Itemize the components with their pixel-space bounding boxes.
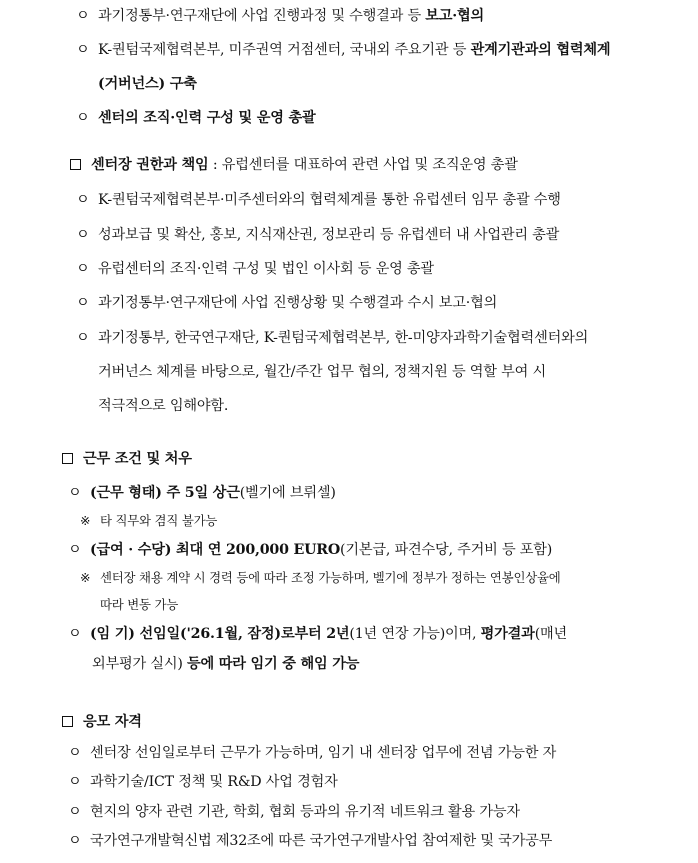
line-text: 유럽센터의 조직·인력 구성 및 법인 이사회 등 운영 총괄	[98, 261, 434, 277]
line-authority-2	[76, 225, 559, 245]
note-salary-adjust	[80, 569, 561, 587]
line-text: (벨기에 브뤼셀)	[239, 485, 336, 501]
line-text: 외부평가 실시)	[92, 656, 187, 672]
line-text: 거버넌스 체계를 바탕으로, 월간/주간 업무 협의, 정책지원 등 역할 부여 시	[98, 364, 546, 380]
section-heading-qualifications	[62, 712, 142, 732]
line-text: 적극적으로 임해야함.	[98, 398, 229, 414]
line-authority-3	[76, 259, 434, 279]
line-text: 성과보급 및 확산, 홍보, 지식재산권, 정보관리 등 유럽센터 내 사업관리 총괄	[98, 227, 560, 243]
bullet: ㅇ	[68, 833, 82, 849]
line-term	[68, 624, 567, 644]
line-authority-4	[76, 293, 497, 313]
line-qualification-2	[68, 772, 338, 792]
note-text: 센터장 채용 계약 시 경력 등에 따라 조정 가능하며, 벨기에 정부가 정하는 연봉인상율에	[100, 570, 561, 585]
bullet: ㅇ	[76, 8, 90, 24]
line-text: 과기정통부·연구재단에 사업 진행과정 및 수행결과 등	[98, 8, 426, 24]
line-text: 센터장 선임일로부터 근무가 가능하며, 임기 내 센터장 업무에 전념 가능한 자	[90, 745, 557, 761]
bullet: ㅇ	[76, 192, 90, 208]
bullet: ㅇ	[68, 542, 82, 558]
line-bold-text: (임 기) 선임일('26.1월, 잠정)로부터 2년	[90, 626, 350, 642]
line-text: 국가연구개발혁신법 제32조에 따른 국가연구개발사업 참여제한 및 국가공무	[90, 833, 553, 849]
bullet: ㅇ	[76, 227, 90, 243]
line-report-consult	[76, 6, 484, 26]
note-text: 타 직무와 겸직 불가능	[100, 513, 218, 528]
line-authority-5-cont	[98, 362, 546, 382]
line-text: (1년 연장 가능)이며,	[349, 626, 481, 642]
note-text: 따라 변동 가능	[100, 597, 179, 612]
section-heading-conditions	[62, 449, 192, 469]
line-text: 과기정통부·연구재단에 사업 진행상황 및 수행결과 수시 보고·협의	[98, 295, 498, 311]
line-qualification-1	[68, 743, 556, 763]
checkbox-square-icon	[62, 453, 73, 464]
line-bold-text: (근무 형태) 주 5일 상근	[90, 485, 240, 501]
line-authority-5-cont2	[98, 396, 228, 416]
section-heading-authority	[70, 155, 518, 175]
bullet: ㅇ	[68, 774, 82, 790]
bullet: ㅇ	[76, 110, 90, 126]
heading-text: : 유럽센터를 대표하여 관련 사업 및 조직운영 총괄	[208, 157, 518, 173]
line-org-management	[76, 108, 316, 128]
line-bold-text: 등에 따라 임기 중 해임 가능	[187, 656, 360, 672]
checkbox-square-icon	[70, 159, 81, 170]
reference-mark: ※	[80, 570, 91, 585]
bullet: ㅇ	[76, 330, 90, 346]
bullet: ㅇ	[68, 804, 82, 820]
line-text: K-퀀텀국제협력본부·미주센터와의 협력체계를 통한 유럽센터 임무 총괄 수행	[98, 192, 561, 208]
line-term-cont	[92, 654, 359, 674]
bullet: ㅇ	[68, 745, 82, 761]
line-text: (매년	[534, 626, 568, 642]
line-text: 과기정통부, 한국연구재단, K-퀀텀국제협력본부, 한-미양자과학기술협력센터와의	[98, 330, 589, 346]
line-bold-text: 평가결과	[480, 626, 535, 642]
line-bold-text: 센터의 조직·인력 구성 및 운영 총괄	[98, 110, 316, 126]
bullet: ㅇ	[68, 626, 82, 642]
checkbox-square-icon	[62, 716, 73, 727]
line-governance-cont	[98, 74, 197, 94]
bullet: ㅇ	[68, 485, 82, 501]
note-salary-adjust-cont	[100, 596, 178, 614]
line-authority-1	[76, 190, 561, 210]
line-salary	[68, 540, 552, 560]
line-text: (기본급, 파견수당, 주거비 등 포함)	[340, 542, 553, 558]
line-bold-text: (거버넌스) 구축	[98, 76, 197, 92]
heading-bold-text: 응모 자격	[83, 714, 142, 730]
line-authority-5	[76, 328, 588, 348]
line-governance	[76, 40, 610, 60]
line-text: 현지의 양자 관련 기관, 학회, 협회 등과의 유기적 네트워크 활용 가능자	[90, 804, 520, 820]
line-bold-text: (급여 · 수당) 최대 연 200,000 EURO	[90, 542, 341, 558]
line-text: 과학기술/ICT 정책 및 R&D 사업 경험자	[90, 774, 338, 790]
reference-mark: ※	[80, 513, 91, 528]
line-qualification-4	[68, 831, 552, 851]
line-text: K-퀀텀국제협력본부, 미주권역 거점센터, 국내외 주요기관 등	[98, 42, 471, 58]
line-bold-text: 관계기관과의 협력체계	[470, 42, 611, 58]
bullet: ㅇ	[76, 295, 90, 311]
heading-bold-text: 센터장 권한과 책임	[91, 157, 209, 173]
line-work-type	[68, 483, 336, 503]
bullet: ㅇ	[76, 261, 90, 277]
bullet: ㅇ	[76, 42, 90, 58]
line-bold-text: 보고·협의	[425, 8, 485, 24]
line-qualification-3	[68, 802, 520, 822]
note-no-side-job	[80, 512, 217, 530]
heading-bold-text: 근무 조건 및 처우	[83, 451, 192, 467]
